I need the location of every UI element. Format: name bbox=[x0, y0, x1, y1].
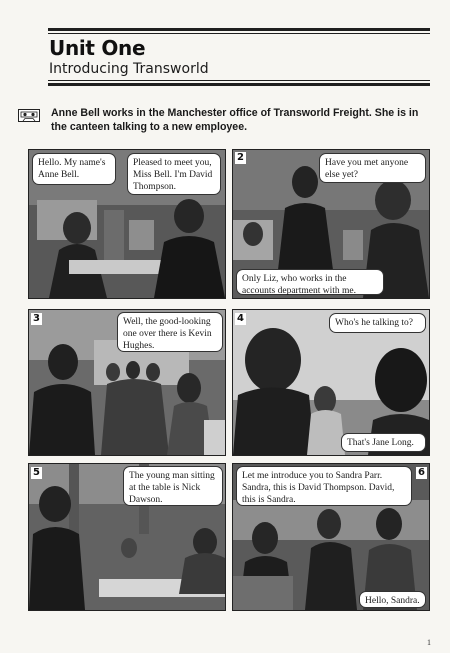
speech-bubble: Only Liz, who works in the accounts department with me. bbox=[236, 269, 384, 295]
page-number: 1 bbox=[427, 638, 431, 647]
panel-number: 4 bbox=[237, 313, 244, 324]
header-rule-bottom-thick bbox=[48, 83, 430, 86]
speech-bubble: Hello. My name's Anne Bell. bbox=[32, 153, 116, 185]
unit-subtitle: Introducing Transworld bbox=[49, 61, 209, 77]
speech-bubble: Well, the good-looking one over there is Kevin Hughes. bbox=[117, 312, 223, 352]
header-rule-top-thin bbox=[48, 33, 430, 34]
header-rule-bottom-thin bbox=[48, 80, 430, 81]
comic-panel-4 bbox=[232, 309, 430, 456]
comic-panel-3 bbox=[28, 309, 226, 456]
panel-number: 5 bbox=[33, 467, 40, 478]
header-rule-top-thick bbox=[48, 28, 430, 31]
speech-bubble: Let me introduce you to Sandra Parr. Sandra, this is David Thompson. David, this is Sandra. bbox=[236, 466, 412, 506]
comic-panel-2 bbox=[232, 149, 430, 299]
comic-panel-1 bbox=[28, 149, 226, 299]
speech-bubble: Pleased to meet you, Miss Bell. I'm David Thompson. bbox=[127, 153, 221, 195]
comic-panel-6 bbox=[232, 463, 430, 611]
cassette-icon bbox=[18, 109, 40, 122]
speech-bubble: Have you met anyone else yet? bbox=[319, 153, 426, 183]
comic-panel-5 bbox=[28, 463, 226, 611]
speech-bubble: That's Jane Long. bbox=[341, 433, 426, 452]
speech-bubble: Hello, Sandra. bbox=[359, 591, 426, 608]
unit-title: Unit One bbox=[49, 36, 146, 60]
speech-bubble: Who's he talking to? bbox=[329, 313, 426, 333]
panel-number: 2 bbox=[237, 152, 244, 163]
speech-bubble: The young man sitting at the table is Nick Dawson. bbox=[123, 466, 223, 506]
intro-text: Anne Bell works in the Manchester office of Transworld Freight. She is in the canteen talking to a new employee. bbox=[51, 107, 419, 133]
panel-number: 3 bbox=[33, 313, 40, 324]
panel-number: 6 bbox=[418, 467, 425, 478]
